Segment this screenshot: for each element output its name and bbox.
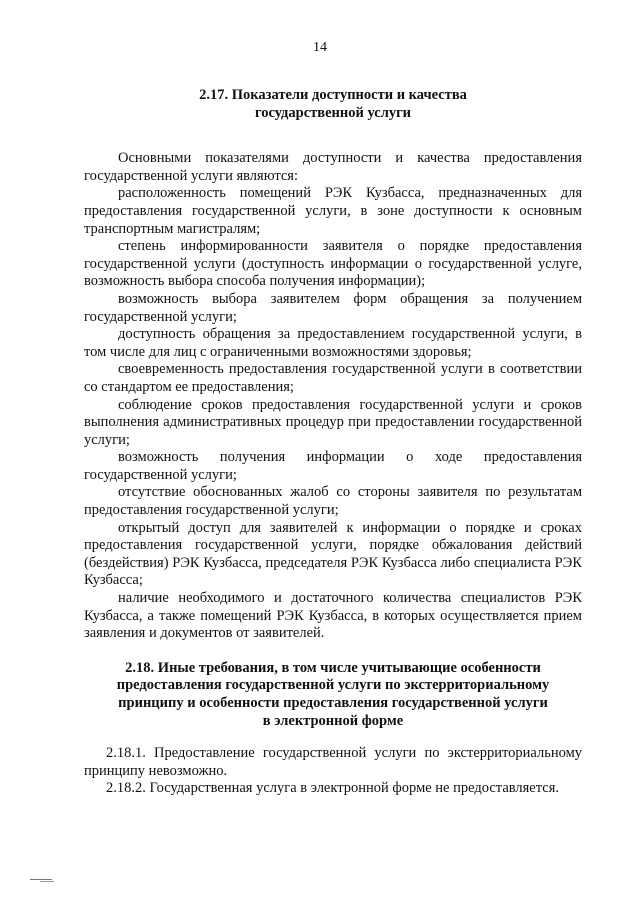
paragraph: Основными показателями доступности и качества предоставления государственной услуги являются: <box>84 150 582 184</box>
paragraph: возможность выбора заявителем форм обращения за получением государственной услуги; <box>84 290 582 325</box>
paragraph: соблюдение сроков предоставления государственной услуги и сроков выполнения административных процедур при предоставлении государственной услуги; <box>84 396 582 448</box>
scan-mark <box>30 879 52 880</box>
section-2-18-heading-line: принципу и особенности предоставления государственной услуги <box>118 695 548 711</box>
paragraph: 2.18.1. Предоставление государственной услуги по экстерриториальному принципу невозможно. <box>84 745 582 779</box>
section-2-18-heading-line: предоставления государственной услуги по экстерриториальному <box>116 677 550 694</box>
paragraph: степень информированности заявителя о порядке предоставления государственной услуги (доступность информации о государственной услуге, возможность выбора способа получения информации); <box>84 238 582 290</box>
section-2-17-heading-line: 2.17. Показатели доступности и качества <box>199 87 467 103</box>
section-2-18-heading-line: 2.18. Иные требования, в том числе учитывающие особенности <box>125 659 541 676</box>
document-body <box>84 87 582 798</box>
paragraph: расположенность помещений РЭК Кузбасса, предназначенных для предоставления государственной услуги, в зоне доступности к основным транспортным магистралям; <box>84 185 582 237</box>
scan-mark <box>40 881 54 882</box>
paragraph: своевременность предоставления государственной услуги в соответствии со стандартом ее предоставления; <box>84 361 582 395</box>
page-number: 14 <box>313 40 327 55</box>
paragraph: отсутствие обоснованных жалоб со стороны заявителя по результатам предоставления государственной услуги; <box>84 484 582 519</box>
paragraph: доступность обращения за предоставлением государственной услуги, в том числе для лиц с ограниченными возможностями здоровья; <box>84 326 582 360</box>
section-2-18-heading-line: в электронной форме <box>262 712 404 729</box>
paragraph: возможность получения информации о ходе предоставления государственной услуги; <box>84 449 582 483</box>
section-2-17-heading <box>84 87 582 122</box>
paragraph: наличие необходимого и достаточного количества специалистов РЭК Кузбасса, а также помещений РЭК Кузбасса, в которых осуществляется прием заявления и документов от заявителей. <box>84 590 582 642</box>
section-2-17-heading-line: государственной услуги <box>254 104 412 121</box>
paragraph: 2.18.2. Государственная услуга в электронной форме не предоставляется. <box>106 780 559 797</box>
section-2-18-heading <box>84 660 582 730</box>
paragraph: открытый доступ для заявителей к информации о порядке и сроках предоставления государственной услуги, порядке обжалования действий (бездействия) РЭК Кузбасса, председателя РЭК Кузбасса либо специалиста РЭК Кузбасса; <box>84 519 582 589</box>
